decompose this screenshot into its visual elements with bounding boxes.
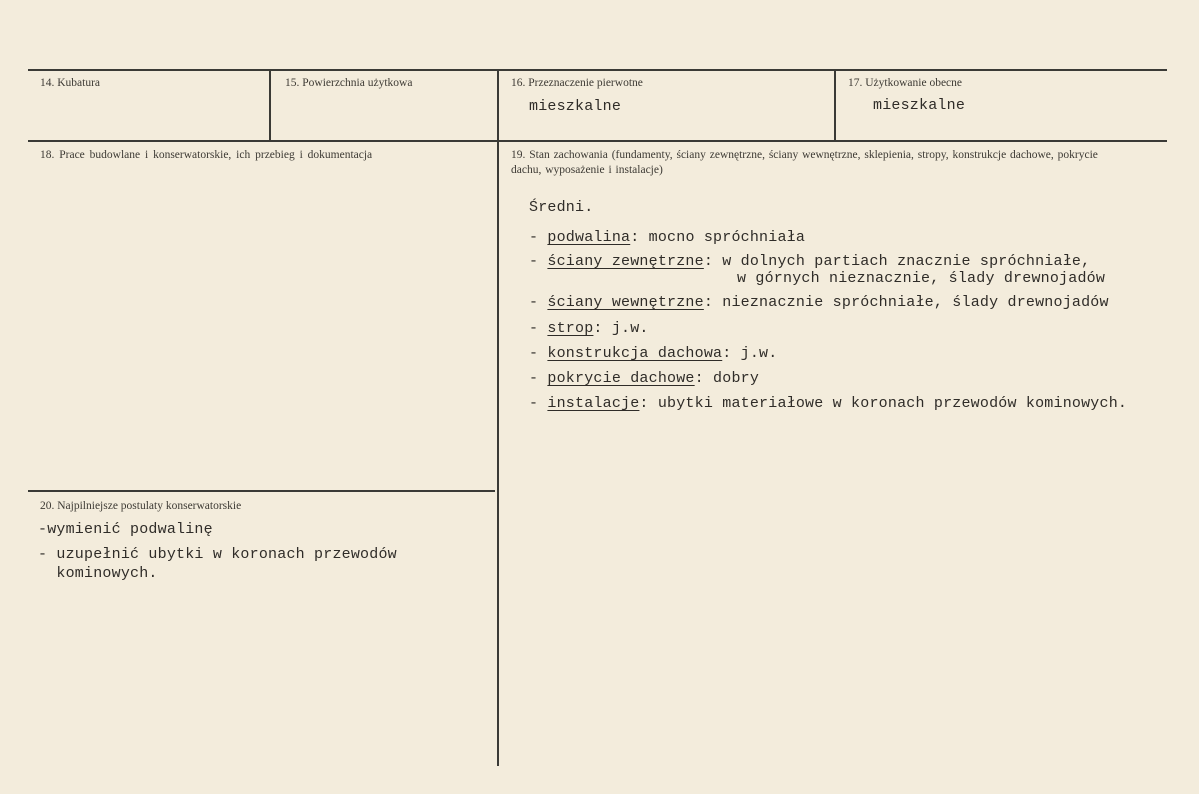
top-rule <box>28 69 1167 71</box>
field-17-value: mieszkalne <box>873 97 966 114</box>
postulate-line-3: kominowych. <box>38 565 158 582</box>
postulate-line-2: - uzupełnić ubytki w koronach przewodów <box>38 546 397 563</box>
item-dash: - <box>529 253 539 270</box>
condition-item: - instalacje: ubytki materiałowe w koronach przewodów kominowych. <box>529 395 1128 412</box>
item-term: ściany wewnętrzne <box>547 294 704 311</box>
item-dash: - <box>529 370 539 387</box>
field-14-label: 14. Kubatura <box>40 77 101 89</box>
item-dash: - <box>529 229 539 246</box>
item-text: ubytki materiałowe w koronach przewodów kominowych. <box>648 395 1128 412</box>
middle-rule <box>28 140 1167 142</box>
condition-item: - strop: j.w. <box>529 320 649 337</box>
condition-item: - pokrycie dachowe: dobry <box>529 370 760 387</box>
condition-summary: Średni. <box>529 199 594 216</box>
item-dash: - <box>529 395 539 412</box>
field-16-value: mieszkalne <box>529 98 622 115</box>
field-18-label: 18. Prace budowlane i konserwatorskie, ich przebieg i dokumentacja <box>40 149 373 161</box>
item-term: pokrycie dachowe <box>547 370 695 387</box>
item-text: dobry <box>703 370 760 387</box>
condition-item-continuation: w górnych nieznacznie, ślady drewnojadów <box>737 270 1106 287</box>
item-term: strop <box>547 320 594 337</box>
divider-16-17 <box>834 70 836 140</box>
item-dash: - <box>529 345 539 362</box>
condition-item: - podwalina: mocno spróchniała <box>529 229 806 246</box>
field-16-label: 16. Przeznaczenie pierwotne <box>511 77 643 89</box>
item-text: w dolnych partiach znacznie spróchniałe, <box>713 253 1091 270</box>
item-dash: - <box>529 320 539 337</box>
divider-14-15 <box>269 70 271 140</box>
condition-item: - ściany zewnętrzne: w dolnych partiach znacznie spróchniałe, <box>529 253 1091 270</box>
condition-item: - ściany wewnętrzne: nieznacznie spróchniałe, ślady drewnojadów <box>529 294 1109 311</box>
item-term: ściany zewnętrzne <box>547 253 704 270</box>
condition-item: - konstrukcja dachowa: j.w. <box>529 345 778 362</box>
item-term: instalacje <box>547 395 640 412</box>
field-15-label: 15. Powierzchnia użytkowa <box>285 77 413 89</box>
item-term: podwalina <box>547 229 631 246</box>
item-text: nieznacznie spróchniałe, ślady drewnojadów <box>713 294 1109 311</box>
item-term: konstrukcja dachowa <box>547 345 723 362</box>
postulate-line-1: -wymienić podwalinę <box>38 521 213 538</box>
item-dash: - <box>529 294 539 311</box>
field-19-label: 19. Stan zachowania (fundamenty, ściany zewnętrzne, ściany wewnętrzne, sklepienia, stropy, konstrukcje dachowe, pokrycie dachu, wyposażenie i instalacje) <box>511 149 1098 176</box>
item-text: j.w. <box>602 320 649 337</box>
item-text: mocno spróchniała <box>639 229 806 246</box>
divider-15-16 <box>497 70 499 766</box>
field-20-label: 20. Najpilniejsze postulaty konserwatorskie <box>40 500 242 512</box>
section-20-rule <box>28 490 495 492</box>
field-17-label: 17. Użytkowanie obecne <box>848 77 963 89</box>
item-text: j.w. <box>731 345 778 362</box>
